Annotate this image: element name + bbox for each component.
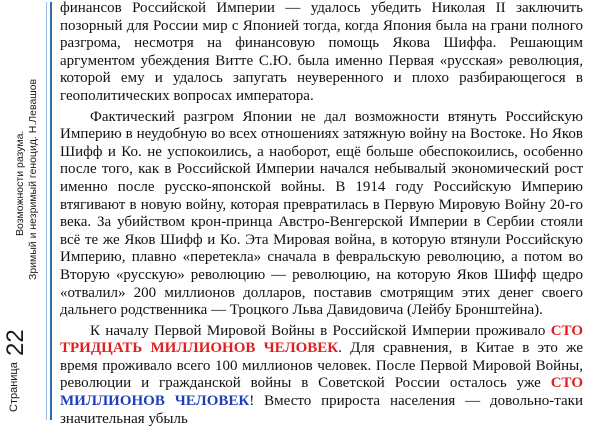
highlight-population-1914: СТО ТРИДЦАТЬ МИЛЛИОНОВ ЧЕЛОВЕК — [60, 322, 583, 357]
book-subtitle: Зримый и незримый геноцид. Н.Левашов — [27, 78, 39, 280]
highlight-population-after-blue: МИЛЛИОНОВ ЧЕЛОВЕК — [60, 393, 250, 410]
sidebar-divider — [50, 2, 52, 420]
paragraph-3-part-2: . Для сравнения, в Китае в это же время проживало всего 100 миллионов человек. После Первой Мировой Войны, революции и гражданской войны в Советской России осталось уже — [60, 340, 583, 392]
page-label: Страница — [8, 362, 20, 412]
highlight-population-after-red: СТО — [550, 375, 583, 392]
paragraph-2: Фактический разгром Японии не дал возможности втянуть Российскую Империю в неудобную во всех отношениях затяжную войну на Востоке. Но Яков Шифф и Ко. не успокоились, а наоборот, ещё больше обеспокоились, особенно после того, как в Российской Империи начался небывалый экономический рост именно после русско-японской войны. В 1914 году Российскую Империю втягивают в новую войну, которая превратилась в Первую Мировую Войну 20-го века. За убийством крон-принца Австро-Венгерской Империи в Сербии стояли всё те же Яков Шифф и Ко. Эта Мировая война, в которую втянули Российскую Империю, плавно «перетекла» сначала в февральскую революцию, а потом во Вторую «русскую» революцию — революцию, на которую Яков Шифф щедро «отвалил» 200 миллионов долларов, поставив смотрящим этих денег своего дальнего родственника — Троцкого Льва Давидовича (Лейбу Бронштейна). — [60, 108, 583, 319]
page-number: 22 — [2, 329, 29, 356]
text-column — [60, 0, 583, 428]
paragraph-3-part-1: К началу Первой Мировой Войны в Российской Империи проживало — [90, 322, 551, 339]
paragraph-1: финансов Российской Империи — удалось убедить Николая II заключить позорный для России мир с Японией тогда, когда Япония была на грани полного разгрома, несмотря на финансовую помощь Якова Шиффа. Решающим аргументом убеждения Витте С.Ю. была именно Первая «русская» революция, которой ему и удалось запугать неуверенного и плохо разбирающегося в геополитических вопросах императора. — [60, 0, 583, 104]
paragraph-3 — [60, 323, 583, 428]
sidebar-divider-thin — [46, 2, 47, 420]
book-title: Возможности разума. — [14, 130, 26, 236]
paragraph-3-part-3: ! Вместо прироста населения — довольно-таки значительная убыль — [60, 393, 583, 427]
